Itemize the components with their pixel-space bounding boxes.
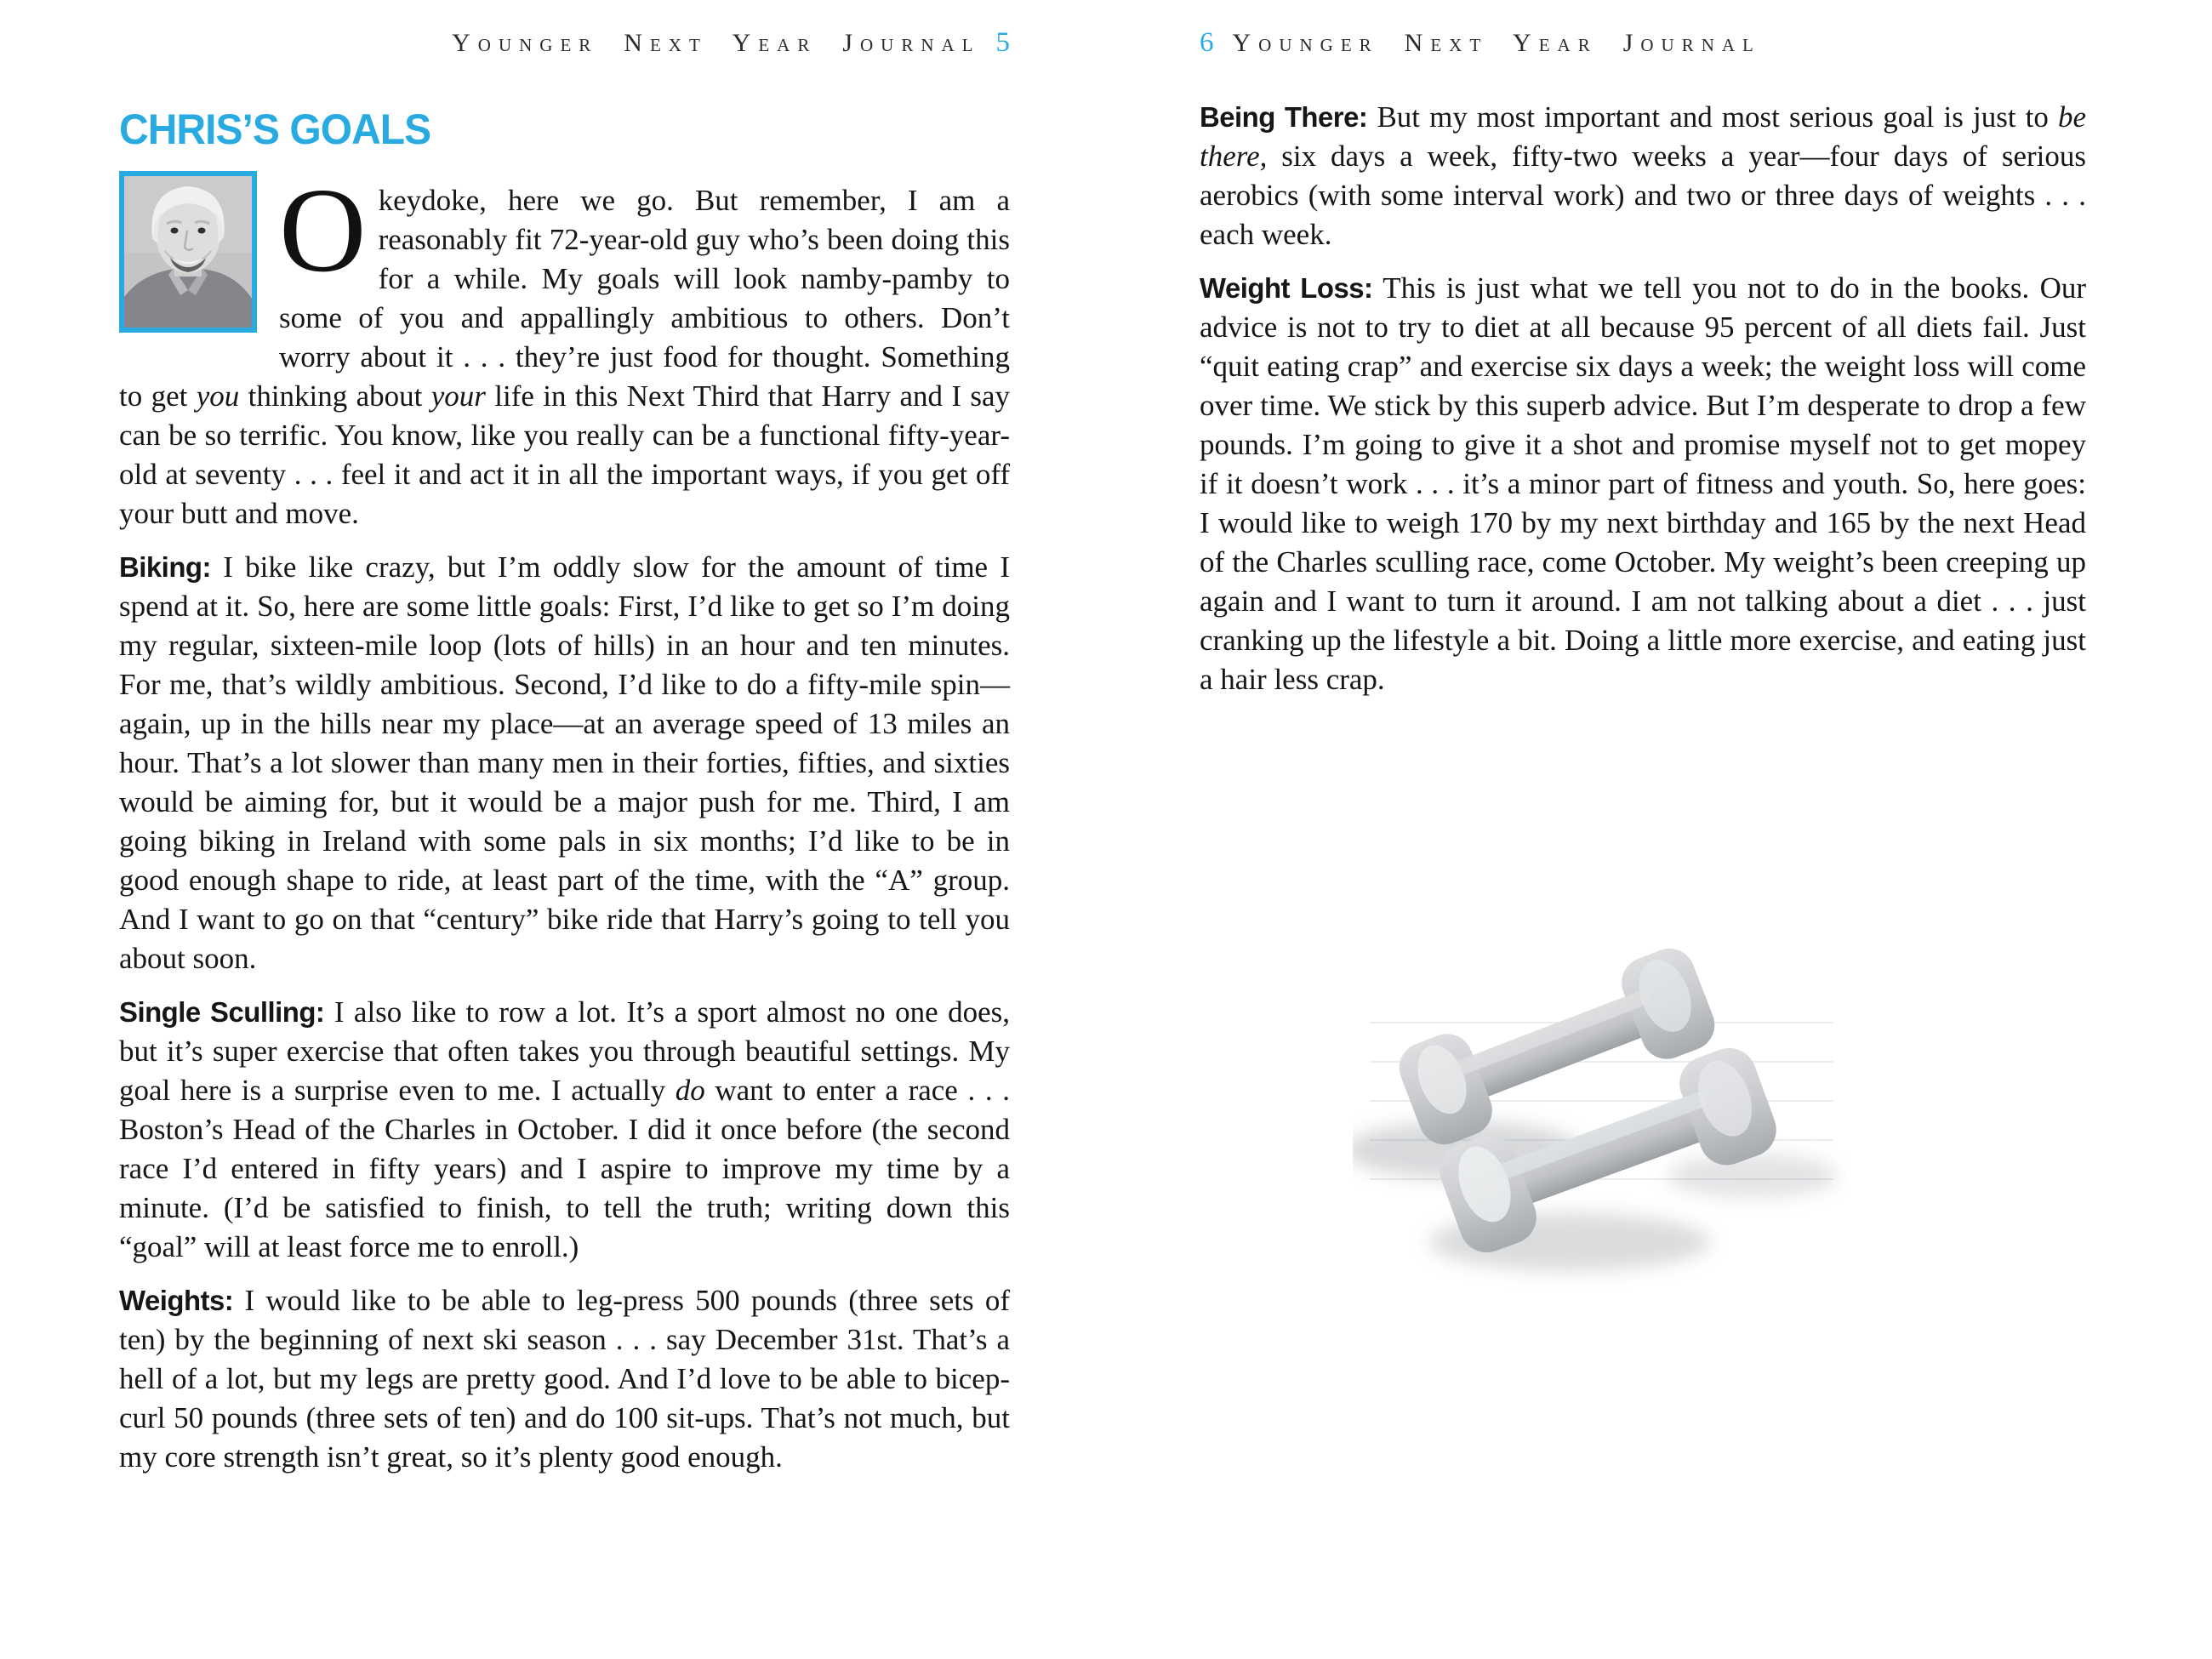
page-right [1106, 0, 2212, 1659]
running-head-title: Younger Next Year Journal [452, 29, 981, 57]
dumbbells-photo [1353, 895, 1846, 1295]
paragraph-lead-weight-loss: Weight Loss: [1200, 272, 1373, 304]
portrait-photo [119, 171, 257, 333]
page-number-left: 5 [995, 27, 1010, 58]
paragraph-lead-being-there: Being There: [1200, 101, 1368, 133]
paragraph-lead-biking: Biking: [119, 551, 211, 583]
section-heading: CHRIS’S GOALS [119, 105, 431, 153]
paragraph-text: This is just what we tell you not to do in the books. Our advice is not to try to diet at all because 95 percent of all diets fail. Just “quit eating crap” and exercise six days a week; the weight loss will come over time. We stick by this superb advice. But I’m desperate to drop a few pounds. I’m going to give it a shot and promise myself not to get mopey if it doesn’t work . . . it’s a minor part of fitness and youth. So, here goes: I would like to weigh 170 by my next birthday and 165 by the next Head of the Charles sculling race, come October. My weight’s been creeping up again and I want to turn it around. I am not talking about a diet . . . just cranking up the lifestyle a bit. Doing a little more exercise, and eating just a hair less crap. [1200, 271, 2086, 696]
paragraph-lead-single-sculling: Single Sculling: [119, 996, 325, 1028]
running-head-left [119, 27, 1010, 59]
paragraph-weights [119, 1281, 1010, 1477]
paragraph-text: I also like to row a lot. It’s a sport almost no one does, but it’s super exercise that often takes you through beautiful settings. My goal here is a surprise even to me. I actually do want to enter a race . . . Boston’s Head of the Charles in October. I did it once before (the second race I’d entered in fifty years) and I aspire to improve my time by a minute. (I’d be satisfied to finish, to tell the truth; writing down this “goal” will at least force me to enroll.) [119, 995, 1010, 1263]
running-head-right [1200, 27, 2086, 59]
running-head-title: Younger Next Year Journal [1232, 29, 1761, 57]
intro-paragraph [119, 162, 1010, 533]
paragraph-lead-weights: Weights: [119, 1285, 234, 1316]
page-number-right: 6 [1200, 27, 1214, 58]
paragraph-text: I bike like crazy, but I’m oddly slow for the amount of time I spend at it. So, here are some little goals: First, I’d like to get so I’m doing my regular, sixteen-mile loop (lots of hills) in an hour and ten minutes. For me, that’s wildly ambitious. Second, I’d like to do a fifty-mile spin—again, up in the hills near my place—at an average speed of 13 miles an hour. That’s a lot slower than many men in their forties, fifties, and sixties would be aiming for, but it would be a major push for me. Third, I am going biking in Ireland with some pals in six months; I’d like to be in good enough shape to ride, at least part of the time, with the “A” group. And I want to go on that “century” bike ride that Harry’s going to tell you about soon. [119, 550, 1010, 975]
paragraph-single-sculling [119, 993, 1010, 1267]
intro-text: keydoke, here we go. But remember, I am a reasonably fit 72-year-old guy who’s been doing this for a while. My goals will look namby-pamby to some of you and appallingly ambitious to others. Don’t worry about it . . . they’re just food for thought. Something to get you thinking about your life in this Next Third that Harry and I say can be so terrific. You know, like you really can be a functional fifty-year-old at seventy . . . feel it and act it in all the important ways, if you get off your butt and move. [119, 184, 1010, 530]
paragraph-biking [119, 548, 1010, 978]
paragraph-text: I would like to be able to leg-press 500 pounds (three sets of ten) by the beginning of next ski season . . . say December 31st. That’s a hell of a lot, but my legs are pretty good. And I’d love to be able to bicep-curl 50 pounds (three sets of ten) and do 100 sit-ups. That’s not much, but my core strength isn’t great, so it’s plenty good enough. [119, 1284, 1010, 1474]
drop-cap: O [279, 162, 367, 297]
paragraph-weight-loss [1200, 269, 2086, 699]
paragraph-text: But my most important and most serious goal is just to be there, six days a week, fifty-two weeks a year—four days of serious aerobics (with some interval work) and two or three days of weights . . . each week. [1200, 100, 2086, 251]
paragraph-being-there [1200, 98, 2086, 254]
